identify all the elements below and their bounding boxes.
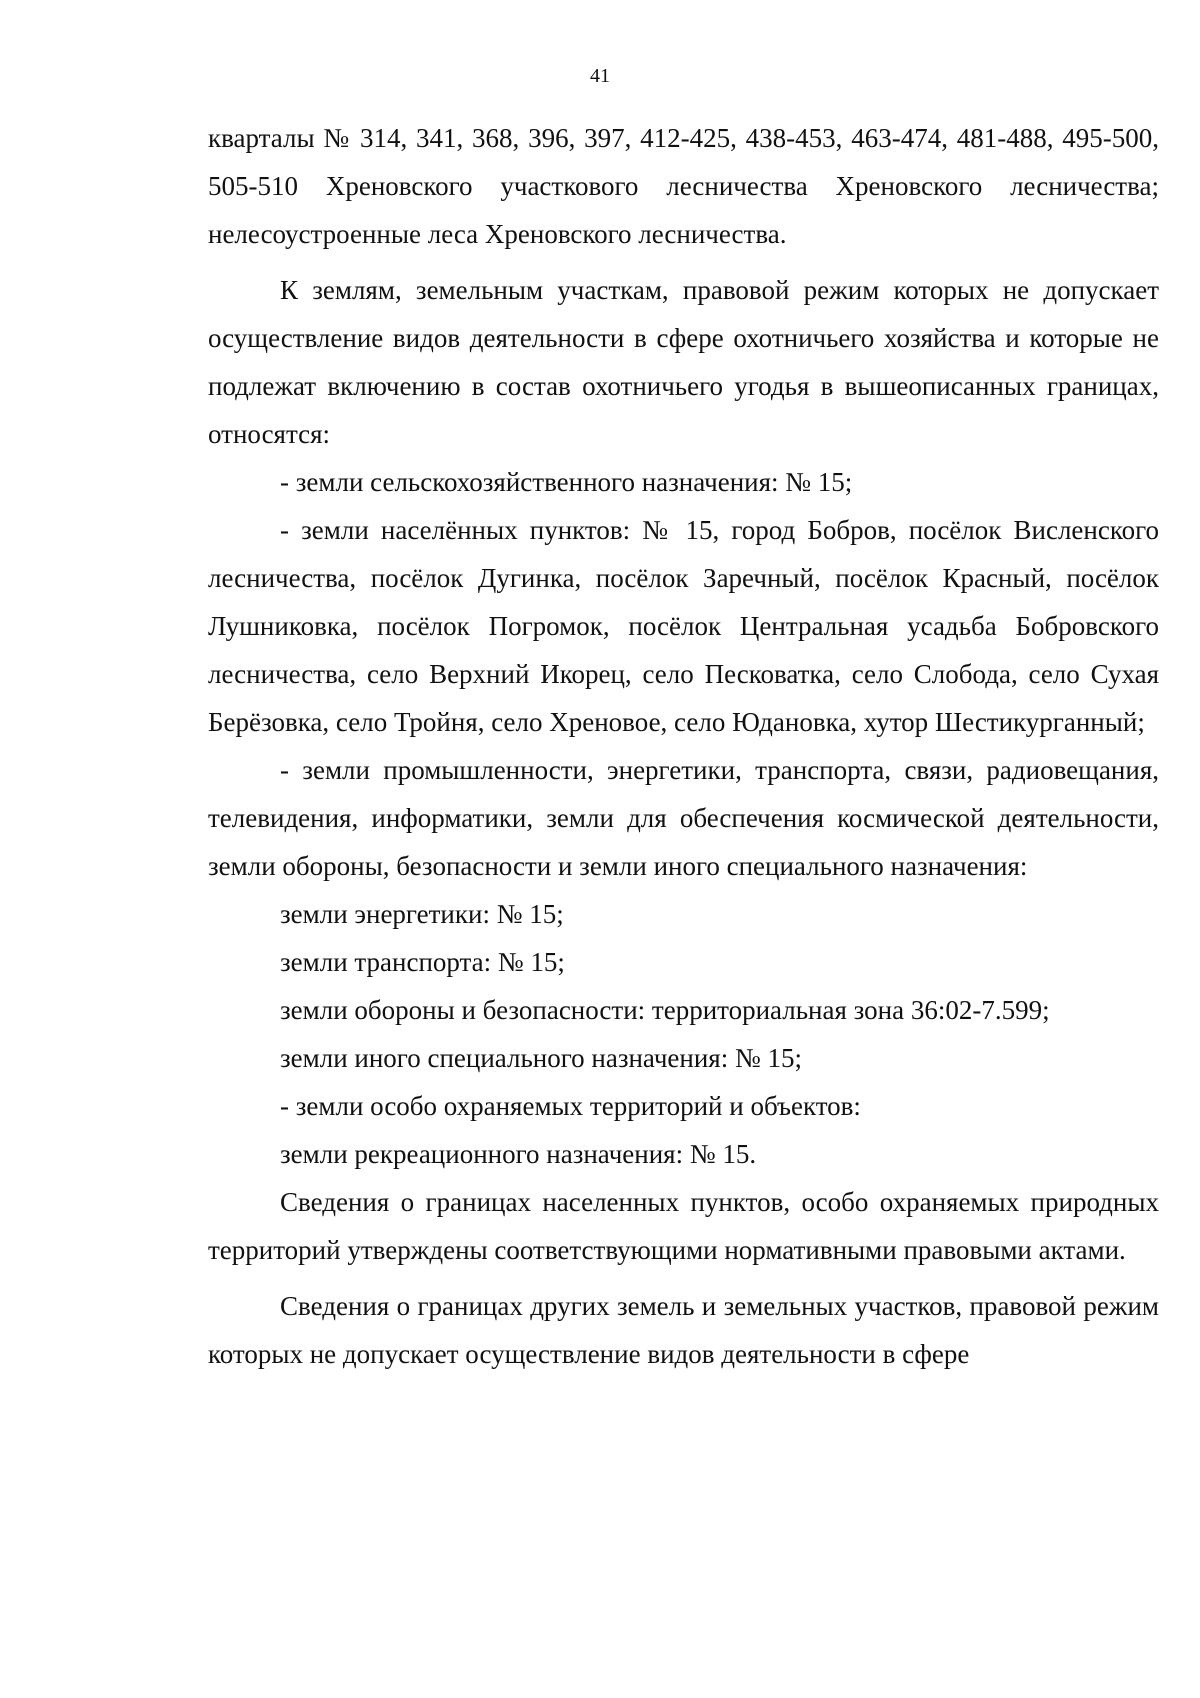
list-item-defense-lands: земли обороны и безопасности: территориальная зона 36:02-7.599; (280, 995, 1050, 1025)
list-item-agricultural-lands: - земли сельскохозяйственного назначения: № 15; (280, 467, 853, 497)
list-item-protected-territories: - земли особо охраняемых территорий и объектов: (280, 1091, 861, 1121)
list-item-special-purpose-lands: земли иного специального назначения: № 15; (280, 1043, 802, 1073)
list-item-transport-lands: земли транспорта: № 15; (280, 947, 565, 977)
page-number: 41 (590, 65, 610, 87)
list-item-industry-lands: - земли промышленности, энергетики, транспорта, связи, радиовещания, телевидения, информатики, земли для обеспечения космической деятельности, земли обороны, безопасности и земли иного специального назначения: (208, 755, 1159, 881)
document-body (208, 114, 1159, 1378)
paragraph-excluded-lands-intro: К землям, земельным участкам, правовой режим которых не допускает осуществление видов деятельности в сфере охотничьего хозяйства и которые не подлежат включению в состав охотничьего угодья в вышеописанных границах, относятся: (208, 275, 1159, 449)
paragraph-forest-quarters: кварталы № 314, 341, 368, 396, 397, 412-425, 438-453, 463-474, 481-488, 495-500, 505-510 Хреновского участкового лесничества Хреновского лесничества; нелесоустроенные леса Хреновского лесничества. (208, 123, 1159, 249)
list-item-recreational-lands: земли рекреационного назначения: № 15. (280, 1139, 757, 1169)
paragraph-settlement-boundaries: Сведения о границах населенных пунктов, особо охраняемых природных территорий утверждены соответствующими нормативными правовыми актами. (208, 1187, 1159, 1265)
list-item-settlement-lands: - земли населённых пунктов: № 15, город Бобров, посёлок Висленского лесничества, посёлок Дугинка, посёлок Заречный, посёлок Красный, посёлок Лушниковка, посёлок Погромок, посёлок Центральная усадьба Бобровского лесничества, село Верхний Икорец, село Песковатка, село Слобода, село Сухая Берёзовка, село Тройня, село Хреновое, село Юдановка, хутор Шестикурганный; (208, 515, 1159, 737)
paragraph-other-land-boundaries: Сведения о границах других земель и земельных участков, правовой режим которых не допускает осуществление видов деятельности в сфере (208, 1291, 1159, 1369)
list-item-energy-lands: земли энергетики: № 15; (280, 899, 564, 929)
